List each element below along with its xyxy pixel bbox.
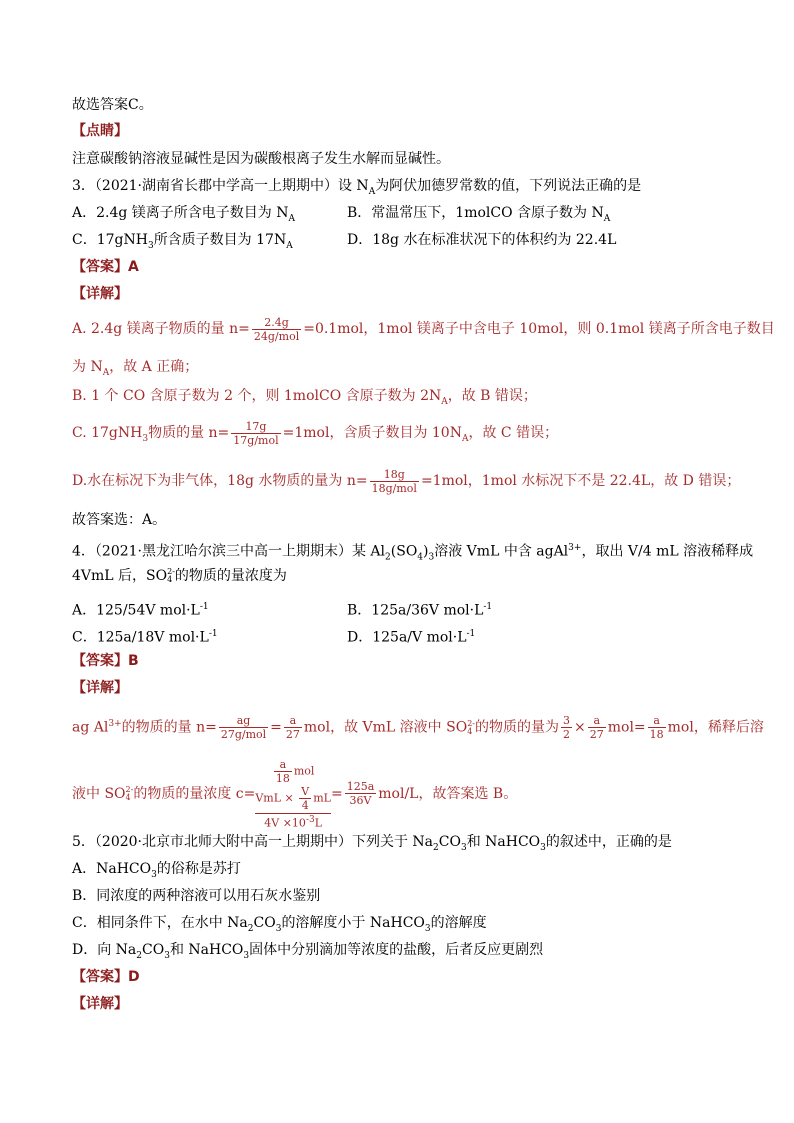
q3-stem: 3．（2021·湖南省长郡中学高一上期期中）设 $N_A$为阿伏加德罗常数的值，下列说法正确的是	[72, 178, 642, 197]
q3-option-c: C．17gNH$_3$所含质子数目为 $17N_A$	[72, 232, 293, 251]
q4-explain-line2: 液中 SO 2- 4 的物质的量浓度 c= $\frac{a}{18}$ mol VmL × $\frac{V}{4}$ mL $4V \times 10^{-3}L$ = $\frac{125a}{36V}$ mol/L，故答案选 B。	[72, 758, 518, 830]
q4-option-a: A．125/54V $mol\cdot L^{-1}$	[72, 602, 209, 619]
q3-option-d: D．18g 水在标准状况下的体积约为 22.4L	[347, 232, 617, 248]
q3-detail-tag: 【详解】	[72, 286, 128, 302]
q3-conclusion: 故答案选：A。	[72, 512, 167, 528]
q4-answer: 【答案】B	[72, 653, 139, 669]
tip-tag: 【点睛】	[72, 123, 128, 139]
q5-answer: 【答案】D	[72, 969, 140, 985]
q3-explain-d: D.水在标况下为非气体，18g 水物质的量为 n= $\frac{18g}{\text{18g/mol}}$ =1mol，1mol 水标况下不是 22.4L，故 D 错误；	[72, 467, 741, 495]
q4-stem-line2: 4VmL 后，SO 2- 4 的物质的量浓度为	[72, 567, 287, 584]
prev-conclusion: 故选答案C。	[72, 97, 153, 113]
q4-stem: 4．（2021·黑龙江哈尔滨三中高一上期期末）某 $Al_2(SO_4)_3$溶液 VmL 中含 agAl$^{3+}$，取出 V/4 mL 溶液稀释成	[72, 543, 754, 563]
q3-explain-a-line2: 为 $N_A$，故 A 正确；	[72, 359, 199, 378]
q4-option-b: B．125a/36V $mol\cdot L^{-1}$	[347, 602, 493, 619]
q4-detail-tag: 【详解】	[72, 680, 128, 696]
q3-explain-c: C. 17gNH$_3$物质的量 n= $\frac{17g}{\text{17g/mol}}$ =1mol，含质子数目为 $10N_A$，故 C 错误；	[72, 419, 559, 447]
q5-option-d: D．向 $Na_2CO_3$和 NaHCO$_3$固体中分别滴加等浓度的盐酸，后者反应更剧烈	[72, 942, 544, 961]
compound-fraction: $\frac{a}{18}$ mol VmL × $\frac{V}{4}$ mL $4V \times 10^{-3}L$	[255, 758, 331, 830]
q3-explain-b: B. 1 个 CO 含原子数为 2 个，则 1molCO 含原子数为 $2N_A$，故 B 错误；	[72, 388, 537, 407]
q4-option-c: C．125a/18V $mol\cdot L^{-1}$	[72, 629, 218, 646]
q4-explain-line1: ag $Al^{3+}$的物质的量 n= $\frac{ag}{\text{27g/mol}}$ = $\frac{a}{27}$ mol，故 VmL 溶液中 SO 2- 4 的物质的量为 $\frac{3}{2}$ × $\frac{a}{27}$ mol= $\frac{a}{18}$ mol，稀释后溶	[72, 714, 764, 742]
q3-option-b: B．常温常压下，1molCO 含原子数为 $N_A$	[347, 205, 611, 224]
q3-option-a: A．2.4g 镁离子所含电子数目为 $N_A$	[72, 205, 295, 224]
q3-explain-a: A. 2.4g 镁离子物质的量 n= $\frac{2.4g}{\text{24g/mol}}$ =0.1mol，1mol 镁离子中含电子 10mol，则 0.1mol 镁离子所含电子数目	[72, 315, 775, 343]
q5-stem: 5．（2020·北京市北师大附中高一上期期中）下列关于 $Na_2CO_3$和 NaHCO$_3$的叙述中，正确的是	[72, 834, 672, 853]
q3-answer: 【答案】A	[72, 259, 139, 275]
q5-detail-tag: 【详解】	[72, 996, 128, 1012]
q5-option-c: C．相同条件下，在水中 $Na_2CO_3$的溶解度小于 NaHCO$_3$的溶解度	[72, 915, 487, 934]
q4-option-d: D．125a/V $mol\cdot L^{-1}$	[347, 629, 476, 646]
q5-option-b: B．同浓度的两种溶液可以用石灰水鉴别	[72, 888, 321, 904]
tip-note: 注意碳酸钠溶液显碱性是因为碳酸根离子发生水解而显碱性。	[72, 151, 450, 167]
q5-option-a: A．NaHCO$_3$的俗称是苏打	[72, 861, 241, 880]
